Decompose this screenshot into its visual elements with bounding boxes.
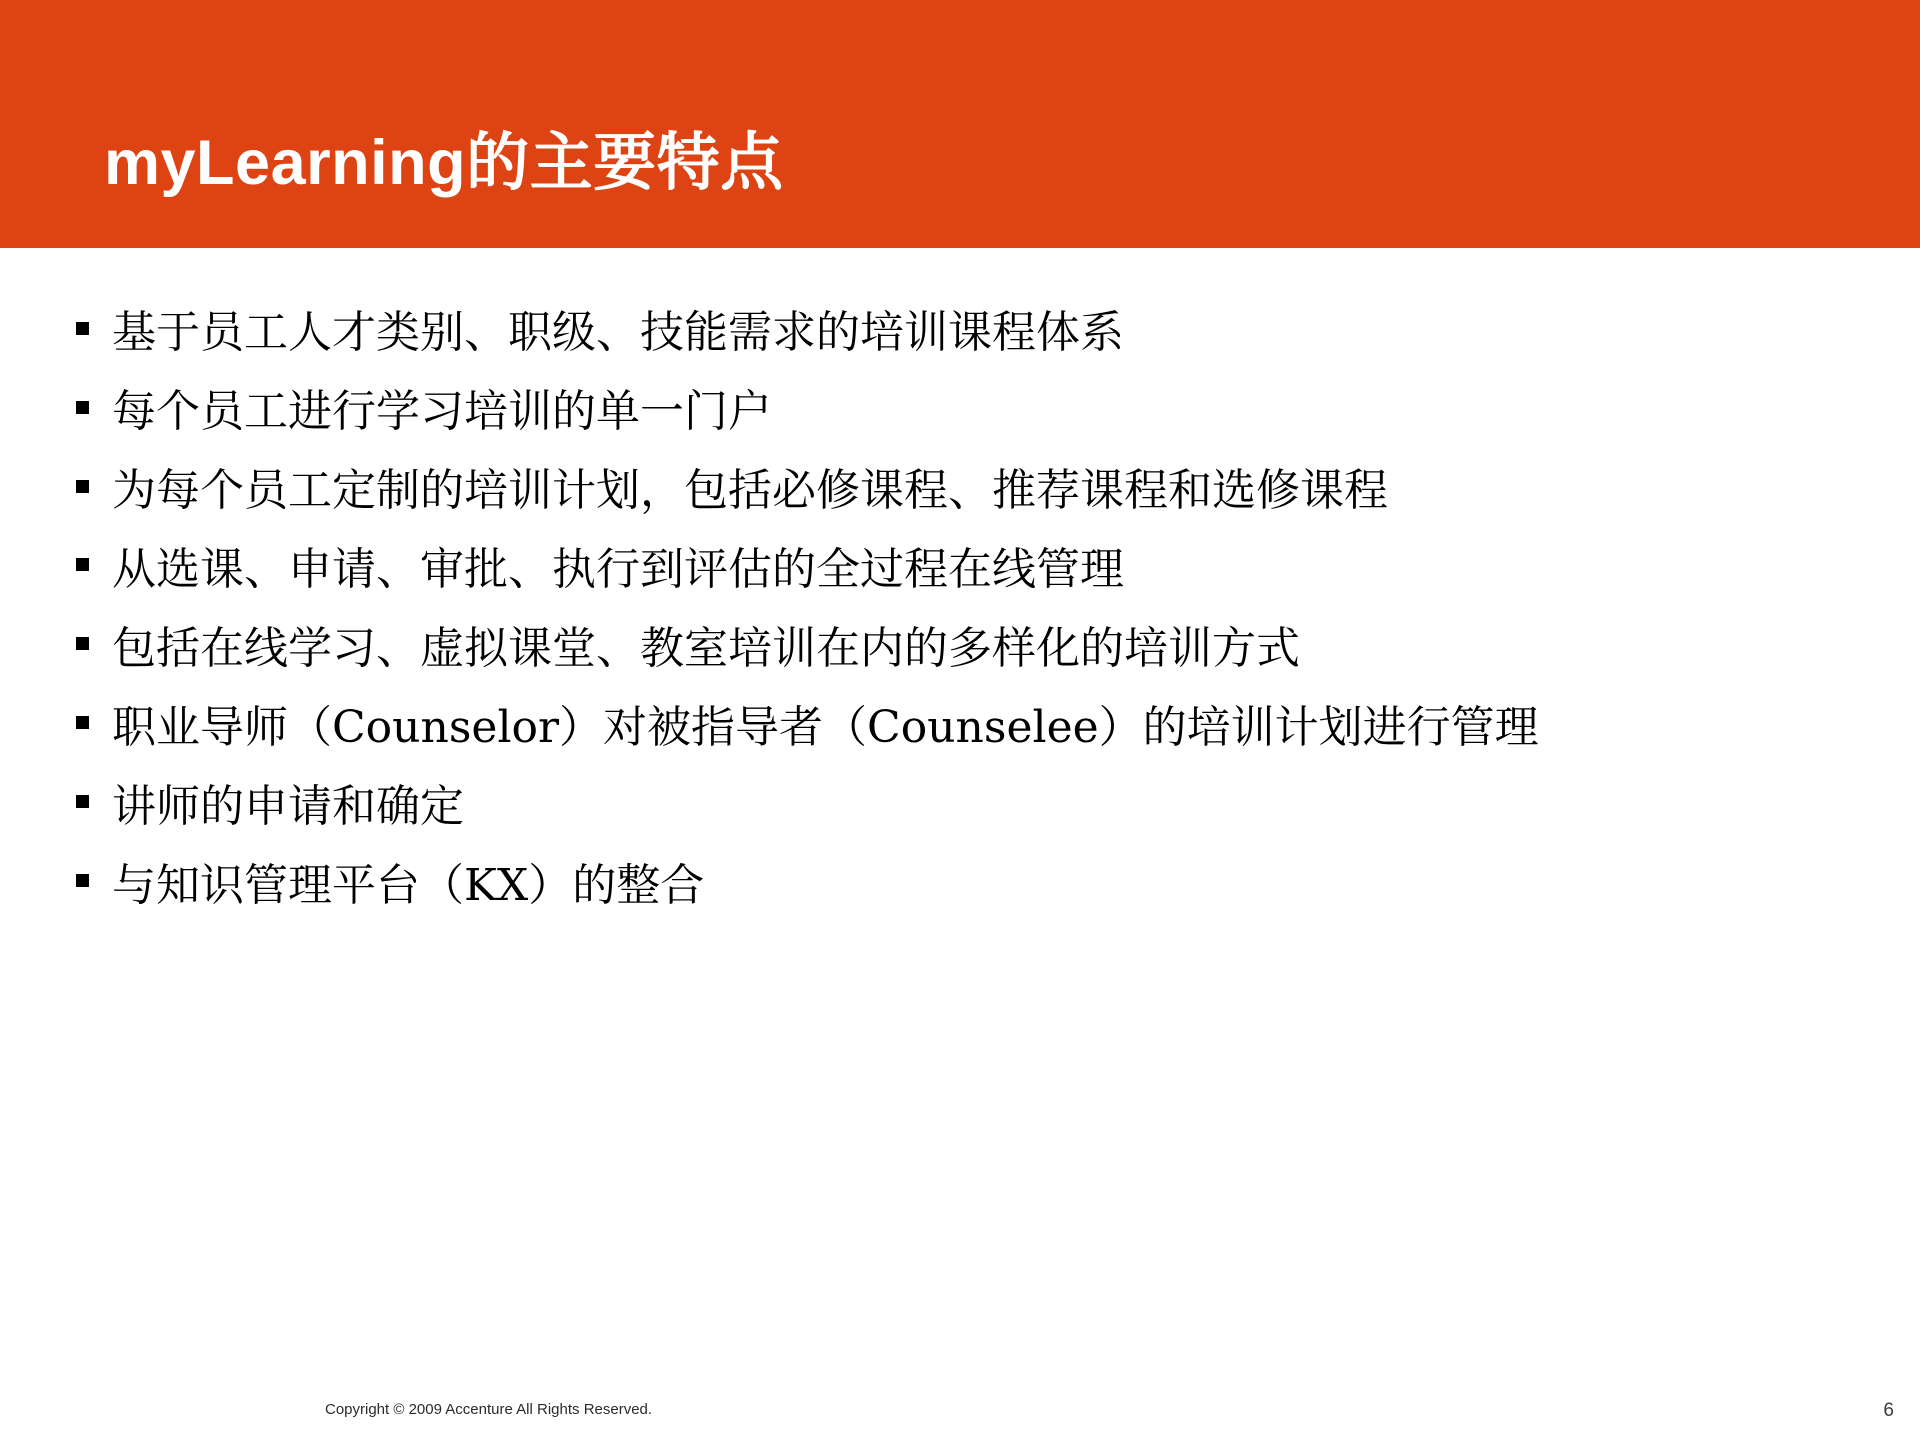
- list-item-text: 讲师的申请和确定: [112, 780, 464, 832]
- slide-body: [0, 248, 1920, 1368]
- list-item-text: 与知识管理平台（KX）的整合: [112, 859, 705, 911]
- title-band: [0, 0, 1920, 248]
- list-item-text: 包括在线学习、虚拟课堂、教室培训在内的多样化的培训方式: [112, 622, 1300, 674]
- list-item-text: 基于员工人才类别、职级、技能需求的培训课程体系: [112, 307, 1124, 358]
- bullet-marker-icon: [76, 401, 89, 414]
- bullet-marker-icon: [76, 480, 89, 493]
- list-item: [0, 541, 1920, 600]
- list-item: [0, 699, 1920, 758]
- page-title: myLearning的主要特点: [104, 128, 784, 198]
- list-item-text: 职业导师（Counselor）对被指导者（Counselee）的培训计划进行管理: [112, 701, 1539, 753]
- list-item-text: 从选课、申请、审批、执行到评估的全过程在线管理: [112, 543, 1124, 595]
- page-number: 6: [1883, 1400, 1894, 1421]
- list-item: [0, 778, 1920, 837]
- list-item-text: 为每个员工定制的培训计划，包括必修课程、推荐课程和选修课程: [112, 464, 1388, 516]
- list-item: [0, 383, 1920, 442]
- bullet-marker-icon: [76, 795, 89, 808]
- list-item: [0, 462, 1920, 521]
- bullet-marker-icon: [76, 558, 89, 571]
- copyright-notice: Copyright © 2009 Accenture All Rights Reserved.: [325, 1401, 653, 1418]
- bullet-marker-icon: [76, 322, 89, 335]
- list-item-text: 每个员工进行学习培训的单一门户: [112, 385, 772, 437]
- list-item: [0, 620, 1920, 679]
- list-item: [0, 304, 1920, 363]
- list-item: [0, 857, 1920, 916]
- bullet-marker-icon: [76, 637, 89, 650]
- bullet-marker-icon: [76, 716, 89, 729]
- bullet-marker-icon: [76, 874, 89, 887]
- bullet-list: [0, 248, 1920, 916]
